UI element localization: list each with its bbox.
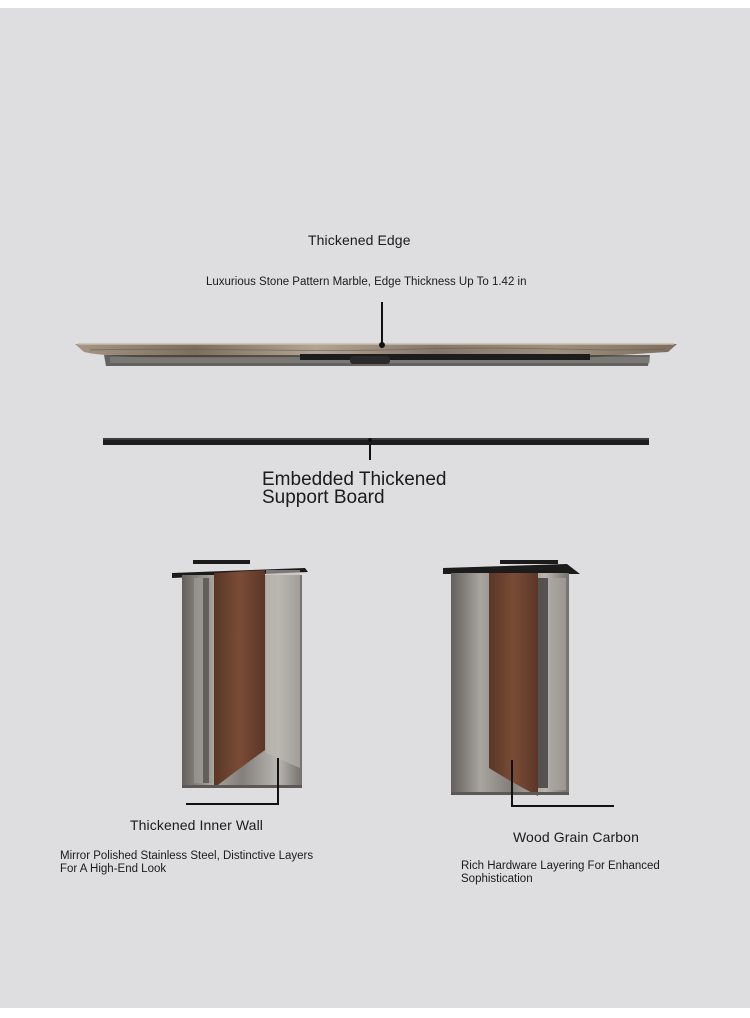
edge-description: Luxurious Stone Pattern Marble, Edge Thickness Up To 1.42 in	[206, 276, 527, 288]
wood-leader-horizontal	[511, 805, 614, 807]
inner-wall-leader-vertical	[277, 758, 279, 804]
inner-wall-title: Thickened Inner Wall	[130, 817, 263, 833]
inner-wall-leader-horizontal	[186, 803, 279, 805]
inner-wall-description-line1: Mirror Polished Stainless Steel, Distinctive Layers	[60, 850, 314, 862]
board-title-line1: Embedded Thickened	[262, 469, 447, 490]
board-title-line2: Support Board	[262, 487, 385, 508]
wood-description-line2: Sophistication	[461, 873, 533, 885]
product-feature-canvas	[0, 8, 750, 1008]
edge-title: Thickened Edge	[308, 232, 411, 248]
wood-title: Wood Grain Carbon	[513, 829, 639, 845]
inner-wall-description-line2: For A High-End Look	[60, 863, 167, 875]
board-leader-line	[369, 444, 371, 460]
left-pedestal	[172, 560, 308, 788]
wood-leader-vertical	[511, 760, 513, 806]
wood-description-line1: Rich Hardware Layering For Enhanced	[461, 860, 660, 872]
